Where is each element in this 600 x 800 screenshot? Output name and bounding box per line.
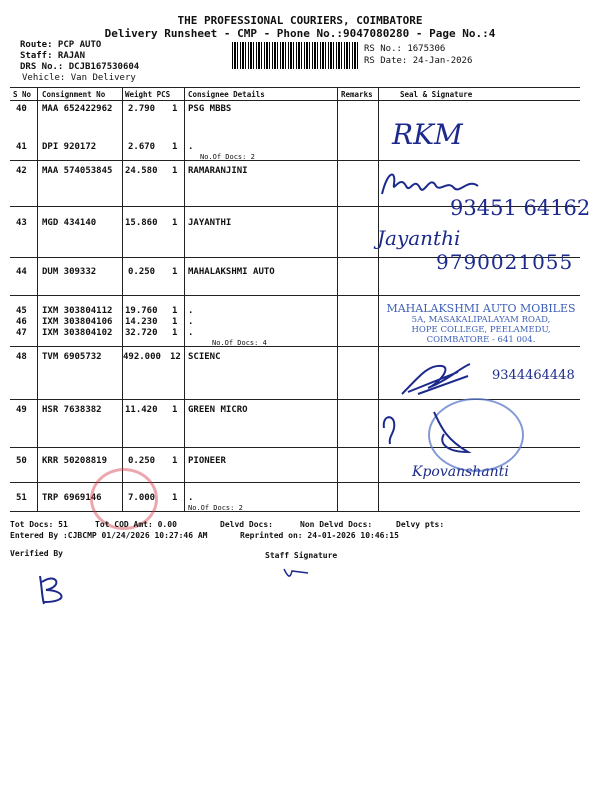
pcs: 1 xyxy=(172,104,178,114)
staff-label: Staff: RAJAN xyxy=(20,51,86,61)
docs-count: No.Of Docs: 4 xyxy=(212,339,267,347)
consignee: JAYANTHI xyxy=(188,218,232,228)
consignment-no: MAA 652422962 xyxy=(42,104,113,114)
pcs: 1 xyxy=(172,218,178,228)
rs-number: RS No.: 1675306 xyxy=(364,44,446,54)
row-sno: 46 xyxy=(16,317,27,327)
stamp-line: COIMBATORE - 641 004. xyxy=(426,335,536,345)
consignee: . xyxy=(188,142,194,152)
weight: 15.860 xyxy=(125,218,158,228)
signature-row40: RKM xyxy=(392,118,463,151)
row-sno: 49 xyxy=(16,405,27,415)
header-sno: S No xyxy=(13,90,32,99)
weight: 2.790 xyxy=(128,104,156,114)
row-sno: 50 xyxy=(16,456,27,466)
table-header-border xyxy=(10,100,580,101)
row-sno: 40 xyxy=(16,104,27,114)
row-sno: 41 xyxy=(16,142,27,152)
weight: 2.670 xyxy=(128,142,156,152)
verified-signature xyxy=(34,572,80,612)
row-divider xyxy=(10,160,580,161)
pcs: 1 xyxy=(172,267,178,277)
company-stamp xyxy=(386,302,576,345)
stamp-line: HOPE COLLEGE, PEELAMEDU, xyxy=(411,325,551,335)
vehicle-label: Vehicle: Van Delivery xyxy=(22,73,136,83)
row-sno: 48 xyxy=(16,352,27,362)
row-divider xyxy=(10,346,580,347)
consignment-no: IXM 303804112 xyxy=(42,306,113,316)
pcs: 1 xyxy=(172,405,178,415)
consignment-no: DUM 309332 xyxy=(42,267,97,277)
consignee: . xyxy=(188,493,194,503)
consignment-no: MGD 434140 xyxy=(42,218,97,228)
consignment-no: TRP 6969146 xyxy=(42,493,102,503)
weight: 0.250 xyxy=(128,267,156,277)
row-divider xyxy=(10,399,580,400)
consignment-no: IXM 303804102 xyxy=(42,328,113,338)
weight: 24.580 xyxy=(125,166,158,176)
barcode xyxy=(232,42,358,69)
verified-by: Verified By xyxy=(10,549,63,558)
phone-row48: 9344464448 xyxy=(492,368,575,383)
signature-row50: Kpovanshanti xyxy=(412,464,509,480)
drs-number: DRS No.: DCJB167530604 xyxy=(20,62,140,72)
weight: 492.000 xyxy=(123,352,161,362)
row-sno: 45 xyxy=(16,306,27,316)
reprinted-on: Reprinted on: 24-01-2026 10:46:15 xyxy=(240,531,399,540)
header-seal-signature: Seal & Signature xyxy=(400,90,473,99)
header-consignment: Consignment No xyxy=(42,90,106,99)
consignment-no: KRR 50208819 xyxy=(42,456,108,466)
runsheet-subtitle: Delivery Runsheet - CMP - Phone No.:9047080280 - Page No.:4 xyxy=(104,27,496,40)
consignment-no: DPI 920172 xyxy=(42,142,97,152)
pcs: 1 xyxy=(172,166,178,176)
delvd-docs: Delvd Docs: xyxy=(220,520,273,529)
header-weight-pcs: Weight PCS xyxy=(125,90,171,99)
consignee: SCIENC xyxy=(188,352,221,362)
consignee: MAHALAKSHMI AUTO xyxy=(188,267,275,277)
weight: 14.230 xyxy=(125,317,158,327)
consignment-no: MAA 574053845 xyxy=(42,166,113,176)
route-label: Route: PCP AUTO xyxy=(20,40,102,50)
staff-signature-mark xyxy=(282,566,312,585)
consignee: . xyxy=(188,306,194,316)
consignment-no: IXM 303804106 xyxy=(42,317,113,327)
row-sno: 42 xyxy=(16,166,27,176)
non-delvd-docs: Non Delvd Docs: xyxy=(300,520,373,529)
consignee: PSG MBBS xyxy=(188,104,232,114)
consignee: . xyxy=(188,328,194,338)
consignment-no: HSR 7638382 xyxy=(42,405,102,415)
stamp-line: 5A, MASAKALIPALAYAM ROAD, xyxy=(411,315,551,325)
consignee: PIONEER xyxy=(188,456,226,466)
signature-row49 xyxy=(378,404,498,468)
docs-count: No.Of Docs: 2 xyxy=(200,153,255,161)
row-sno: 44 xyxy=(16,267,27,277)
weight: 32.720 xyxy=(125,328,158,338)
phone-row43: 9790021055 xyxy=(436,250,574,274)
signature-row48 xyxy=(398,358,488,402)
row-sno: 43 xyxy=(16,218,27,228)
weight: 19.760 xyxy=(125,306,158,316)
tot-docs: Tot Docs: 51 xyxy=(10,520,68,529)
staff-signature-label: Staff Signature xyxy=(265,551,338,560)
company-title: THE PROFESSIONAL COURIERS, COIMBATORE xyxy=(177,14,423,27)
delvy-pts: Delvy pts: xyxy=(396,520,445,529)
rs-date: RS Date: 24-Jan-2026 xyxy=(364,56,473,66)
weight: 11.420 xyxy=(125,405,158,415)
table-top-border xyxy=(10,87,580,88)
weight: 0.250 xyxy=(128,456,156,466)
pcs: 1 xyxy=(172,317,178,327)
header-consignee-details: Consignee Details xyxy=(188,90,265,99)
signature-row43: Jayanthi xyxy=(377,226,461,250)
entered-by: Entered By :CJBCMP 01/24/2026 10:27:46 AM xyxy=(10,531,208,540)
pcs: 1 xyxy=(172,328,178,338)
row-divider xyxy=(10,295,580,296)
weight: 7.000 xyxy=(128,493,156,503)
docs-count: No.Of Docs: 2 xyxy=(188,504,243,512)
pcs: 1 xyxy=(172,456,178,466)
row-sno: 51 xyxy=(16,493,27,503)
pcs: 12 xyxy=(170,352,181,362)
consignee: RAMARANJINI xyxy=(188,166,248,176)
consignee: GREEN MICRO xyxy=(188,405,248,415)
pcs: 1 xyxy=(172,493,178,503)
header-remarks: Remarks xyxy=(341,90,373,99)
stamp-line: MAHALAKSHMI AUTO MOBILES xyxy=(386,302,576,315)
pcs: 1 xyxy=(172,306,178,316)
phone-row42: 93451 64162 xyxy=(450,196,591,220)
pcs: 1 xyxy=(172,142,178,152)
consignee: . xyxy=(188,317,194,327)
tot-cod: Tot COD Amt: 0.00 xyxy=(95,520,177,529)
consignment-no: TVM 6905732 xyxy=(42,352,102,362)
row-sno: 47 xyxy=(16,328,27,338)
